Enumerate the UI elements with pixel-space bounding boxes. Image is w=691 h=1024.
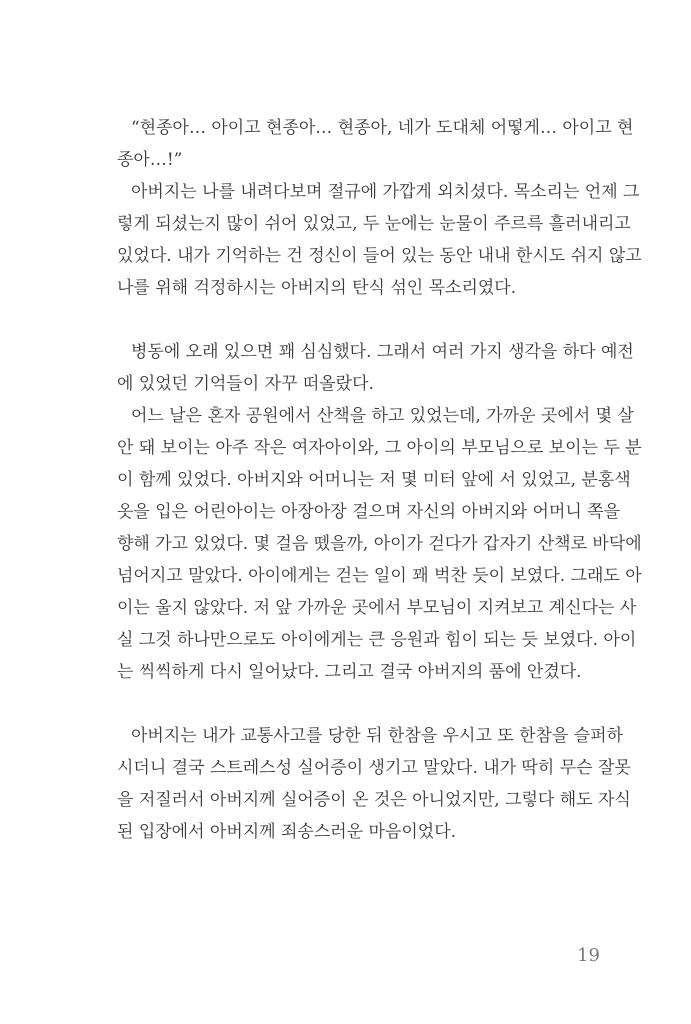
text-line: 이 함께 있었다. 아버지와 어머니는 저 몇 미터 앞에 서 있었고, 분홍색 bbox=[117, 470, 631, 490]
text-line: 안 돼 보이는 아주 작은 여자아이와, 그 아이의 부모님으로 보이는 두 분 bbox=[117, 438, 642, 458]
text-line: 아버지는 나를 내려다보며 절규에 가깝게 외치셨다. 목소리는 언제 그 bbox=[131, 182, 640, 202]
text-line: 있었다. 내가 기억하는 건 정신이 들어 있는 동안 내내 한시도 쉬지 않고 bbox=[117, 246, 642, 266]
text-line: 에 있었던 기억들이 자꾸 떠올랐다. bbox=[117, 374, 374, 394]
text-line: 향해 가고 있었다. 몇 걸음 뗐을까, 아이가 걷다가 갑자기 산책로 바닥에 bbox=[117, 534, 642, 554]
text-line: 나를 위해 걱정하시는 아버지의 탄식 섞인 목소리였다. bbox=[117, 278, 517, 298]
text-line: 종아…!” bbox=[117, 150, 183, 170]
text-line: 이는 울지 않았다. 저 앞 가까운 곳에서 부모님이 지켜보고 계신다는 사 bbox=[117, 598, 637, 618]
page-number: 19 bbox=[577, 945, 600, 966]
text-line: “현종아… 아이고 현종아… 현종아, 네가 도대체 어떻게… 아이고 현 bbox=[131, 118, 634, 138]
text-line: 넘어지고 말았다. 아이에게는 걷는 일이 꽤 벅찬 듯이 보였다. 그래도 아 bbox=[117, 566, 642, 586]
text-line: 시더니 결국 스트레스성 실어증이 생기고 말았다. 내가 딱히 무슨 잘못 bbox=[117, 758, 631, 778]
text-line: 실 그것 하나만으로도 아이에게는 큰 응원과 힘이 되는 듯 보였다. 아이 bbox=[117, 630, 637, 650]
text-line: 아버지는 내가 교통사고를 당한 뒤 한참을 우시고 또 한참을 슬퍼하 bbox=[131, 726, 624, 746]
text-line: 된 입장에서 아버지께 죄송스러운 마음이었다. bbox=[117, 822, 457, 842]
text-line: 렇게 되셨는지 많이 쉬어 있었고, 두 눈에는 눈물이 주르륵 흘러내리고 bbox=[117, 214, 631, 234]
text-line: 병동에 오래 있으면 꽤 심심했다. 그래서 여러 가지 생각을 하다 예전 bbox=[131, 342, 634, 362]
text-line: 는 씩씩하게 다시 일어났다. 그리고 결국 아버지의 품에 안겼다. bbox=[117, 662, 582, 682]
text-line: 을 저질러서 아버지께 실어증이 온 것은 아니었지만, 그렇다 해도 자식 bbox=[117, 790, 631, 810]
text-line: 어느 날은 혼자 공원에서 산책을 하고 있었는데, 가까운 곳에서 몇 살 bbox=[131, 406, 634, 426]
text-line: 옷을 입은 어린아이는 아장아장 걸으며 자신의 아버지와 어머니 쪽을 bbox=[117, 502, 621, 522]
